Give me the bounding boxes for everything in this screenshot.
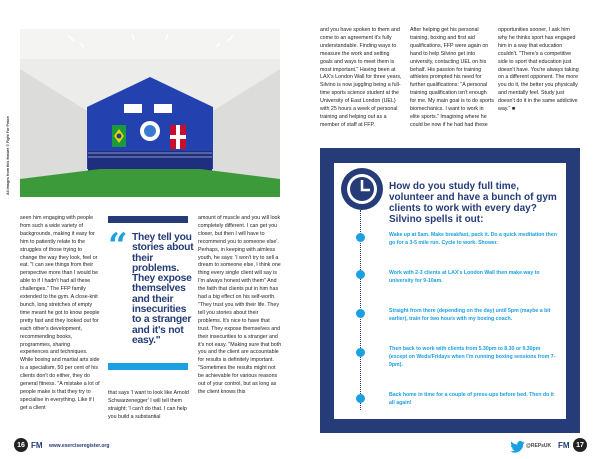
fm-logo: FM <box>31 441 43 450</box>
schedule-step: Then back to work with clients from 5.30pm to 8.30 or 9.30pm (except on Weds/Fridays when I'm running boxing sessions from 7-9pm). <box>389 346 556 368</box>
timeline-dot <box>356 270 365 279</box>
page-number: 17 <box>573 438 587 452</box>
timeline-dot <box>356 394 365 403</box>
twitter-icon <box>510 440 525 458</box>
boxing-gym-photo <box>20 29 280 197</box>
clock-icon <box>340 167 384 216</box>
timeline-dot <box>356 348 365 357</box>
article-column: After helping get his personal training, boxing and first aid qualifications, FFP were again on hand to help Silvino get into university, contacting UEL on his behalf. His passion for training athletes prompted his need for further qualifications: "A personal training qualification isn't enough for me. My main goal is to do sports biomechanics. I want to work in elite sports." Imagining where he could be now if he had had these <box>410 27 494 128</box>
schedule-step: Wake up at 5am. Make breakfast, pack it. Do a quick meditation then go for a 3-5 mile run. Cycle to work. Shower. <box>389 232 557 246</box>
box-heading: How do you study full time, volunteer and have a bunch of gym clients to work with every day? Silvino spells it out: <box>389 181 557 225</box>
timeline-dot <box>356 233 365 242</box>
schedule-step: Back home in time for a couple of press-ups before bed. Then do it all again! <box>389 392 554 406</box>
timeline-dot <box>356 309 365 318</box>
article-column: and you have spoken to them and come to an agreement it's fully understandable. Finding ways to measure the work and setting goals and ways to meet them is most important." Having been at LAX's London Wall for three years, Silvino is now juggling being a full-time sports science student at the University of East London (UEL) with 25 hours a week of personal training and helping out as a member of staff at FFP. <box>320 27 402 128</box>
photo-credit: All images from this feature © Fight For Peace <box>6 116 10 195</box>
article-column: opportunities sooner, I ask him why he thinks sport has engaged him in a way that education couldn't. "There's a competitive side to sport that education just doesn't have. You're always taking on a different opponent. The more you do it, the better you physically and mentally feel. Study just doesn't do it in the same addictive way." ■ <box>498 27 579 113</box>
schedule-step: Work with 2-3 clients at LAX's London Wall then make way to university for 9-10am. <box>389 270 540 284</box>
article-column: amount of muscle and you will look completely different. I can get you closer, but then I will have to recommend you to someone else'. Perhaps, in keeping with aimless youth, he says: 'I won't try to sell a dream to someone else, I think one thing every single client will say is I'm always honest with them" And the faith that clients put in him has had a big effect on his self-worth. "They trust you with their life. They tell you stories about their problems. It's nice to have that trust. They expose themselves and their insecurities to a stranger and it's not easy. "Making sure that both you and the client are accountable for results is definitely important. "Sometimes the results might not be achievable for various reasons out of your control, but as long as the client knows this <box>198 215 282 395</box>
schedule-step: Straight from there (depending on the day) until 5pm (maybe a bit earlier), train for two hours with my boxing coach. <box>389 308 551 322</box>
fm-logo: FM <box>558 441 570 450</box>
article-column: that says 'I want to look like Arnold Schwarzenegger' I will tell them straight; 'I can't do that. I can help you build a substantial <box>108 390 189 420</box>
pull-quote-top-bar <box>108 216 188 223</box>
pull-quote: They tell you stories about their problems. They expose themselves and their insecurities to a stranger and it's not easy." <box>132 232 194 346</box>
website-link[interactable]: www.exerciseregister.org <box>49 443 110 449</box>
page-number: 16 <box>14 438 28 452</box>
article-column: seen him engaging with people from such a wide variety of backgrounds, making it easy for him to patiently relate to the struggles of those trying to change the way they look, feel or eat. "I can see things from their perspective more than I would be able to if I hadn't had all these challenges." The FFP family extended to the gym. A close-knit bunch, long stretches of empty time meant he got to know people pretty fast and they looked out for each other's development, recommending books, programmes, sharing experiences and techniques. While boxing and martial arts side is a specialism, 50 per cent of his clients don't do either, they do general fitness. "A mistake a lot of people make is that they try to specialise in everything. Like if I get a client <box>20 215 100 411</box>
twitter-handle[interactable]: @REPsUK <box>526 443 552 449</box>
pull-quote-bottom-bar <box>108 363 188 370</box>
quote-mark-icon: “ <box>108 231 128 255</box>
